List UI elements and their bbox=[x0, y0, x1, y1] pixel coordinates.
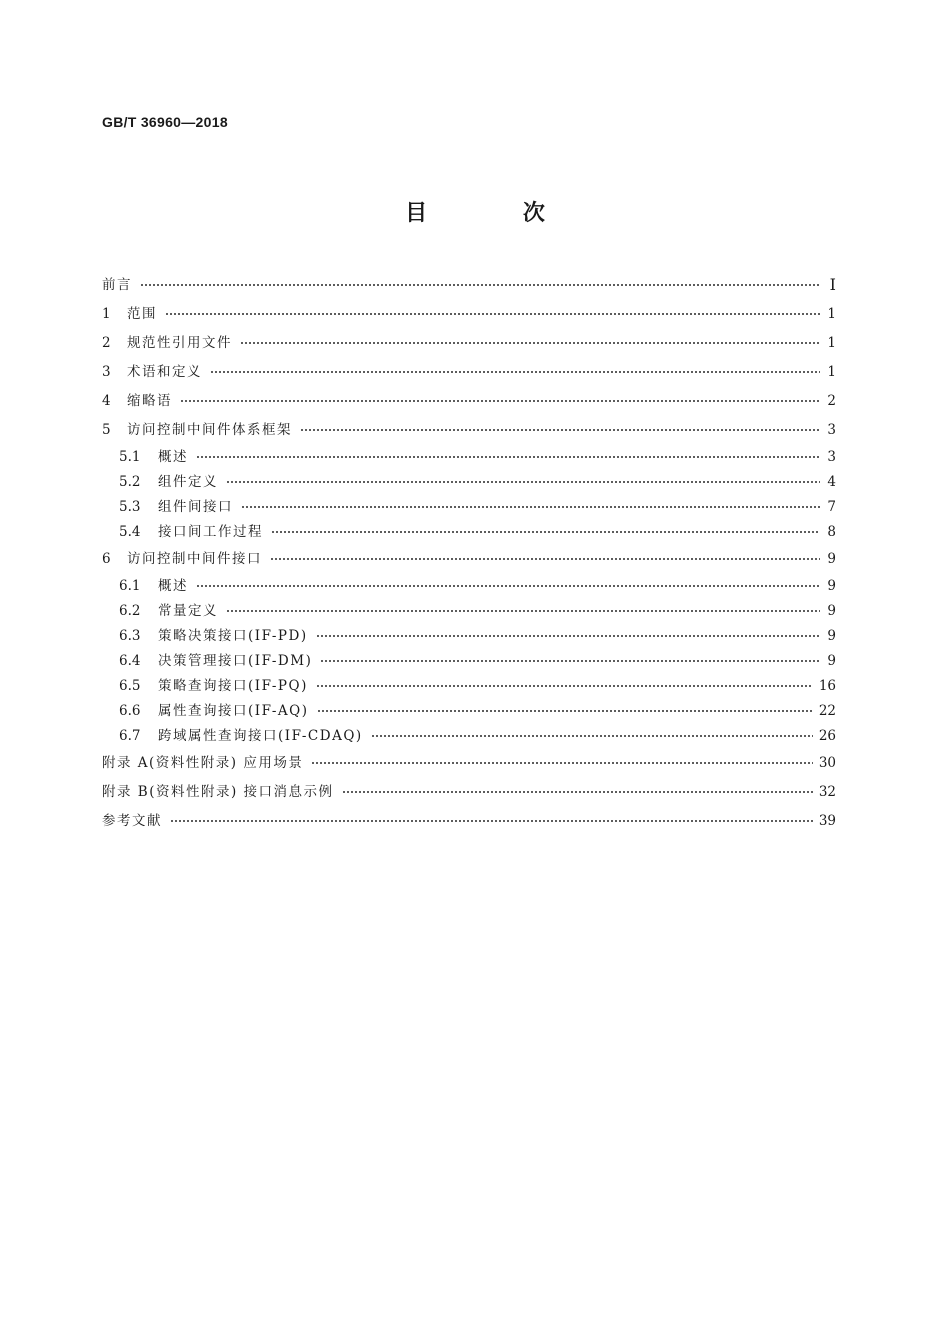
toc-entry-number: 5 bbox=[102, 421, 111, 438]
dot-leader bbox=[170, 816, 813, 826]
toc-entry[interactable] bbox=[102, 748, 836, 777]
toc-title: 目 次 bbox=[405, 201, 589, 226]
toc-entry-number: 6.7 bbox=[119, 727, 141, 744]
toc-entry[interactable] bbox=[102, 806, 836, 835]
toc-entry-label: 决策管理接口(IF-DM) bbox=[158, 652, 313, 669]
toc-entry-label: 概述 bbox=[158, 577, 188, 594]
toc-entry[interactable] bbox=[102, 623, 836, 648]
toc-entry-number: 6.6 bbox=[119, 702, 141, 719]
toc-entry-label: 附录 B(资料性附录) 接口消息示例 bbox=[102, 783, 334, 800]
toc-entry[interactable] bbox=[102, 519, 836, 544]
dot-leader bbox=[300, 425, 820, 435]
toc-entry-page: 22 bbox=[818, 702, 836, 719]
toc-entry-number: 4 bbox=[102, 392, 111, 409]
dot-leader bbox=[342, 787, 813, 797]
dot-leader bbox=[140, 280, 820, 290]
toc-entry-number: 5.2 bbox=[119, 473, 141, 490]
dot-leader bbox=[311, 758, 812, 768]
toc-entry[interactable] bbox=[102, 386, 836, 415]
toc-entry[interactable] bbox=[102, 598, 836, 623]
toc-entry-label: 跨域属性查询接口(IF-CDAQ) bbox=[158, 727, 363, 744]
toc-entry-label: 术语和定义 bbox=[127, 363, 202, 380]
toc-entry-label: 常量定义 bbox=[158, 602, 218, 619]
dot-leader bbox=[241, 502, 820, 512]
toc-entry-label: 组件定义 bbox=[158, 473, 218, 490]
toc-entry-number: 5.3 bbox=[119, 498, 141, 515]
toc-entry[interactable] bbox=[102, 648, 836, 673]
toc-entry-label: 组件间接口 bbox=[158, 498, 233, 515]
toc-entry-page: 30 bbox=[818, 754, 836, 771]
toc-entry-page: 1 bbox=[827, 334, 836, 351]
toc-entry-label: 概述 bbox=[158, 448, 188, 465]
toc-entry-page: 9 bbox=[827, 627, 836, 644]
toc-entry-page: 4 bbox=[827, 473, 836, 490]
dot-leader bbox=[196, 581, 820, 591]
toc-entry[interactable] bbox=[102, 469, 836, 494]
dot-leader bbox=[316, 681, 813, 691]
dot-leader bbox=[210, 367, 820, 377]
toc-entry-number: 6.2 bbox=[119, 602, 141, 619]
toc-entry-label: 缩略语 bbox=[127, 392, 172, 409]
dot-leader bbox=[165, 309, 820, 319]
toc-entry-label: 策略查询接口(IF-PQ) bbox=[158, 677, 308, 694]
dot-leader bbox=[240, 338, 820, 348]
toc-entry-number: 6.4 bbox=[119, 652, 141, 669]
toc-entry-page: 9 bbox=[827, 550, 836, 567]
toc-entry[interactable] bbox=[102, 573, 836, 598]
toc-entry-number: 5.4 bbox=[119, 523, 141, 540]
toc-entry-number: 5.1 bbox=[119, 448, 141, 465]
toc-entry-label: 策略决策接口(IF-PD) bbox=[158, 627, 308, 644]
toc-entry[interactable] bbox=[102, 270, 836, 299]
toc-entry-number: 6.5 bbox=[119, 677, 141, 694]
toc-entry-page: 1 bbox=[827, 305, 836, 322]
dot-leader bbox=[271, 527, 820, 537]
toc-entry-page: 39 bbox=[818, 812, 836, 829]
dot-leader bbox=[320, 656, 820, 666]
standard-code: GB/T 36960—2018 bbox=[102, 114, 228, 130]
toc-entry[interactable] bbox=[102, 299, 836, 328]
toc-entry[interactable] bbox=[102, 723, 836, 748]
dot-leader bbox=[317, 706, 813, 716]
toc-entry[interactable] bbox=[102, 415, 836, 444]
toc-entry-page: 9 bbox=[827, 652, 836, 669]
toc-entry-number: 1 bbox=[102, 305, 111, 322]
toc-entry-page: 1 bbox=[827, 363, 836, 380]
toc-entry-page: Ⅰ bbox=[829, 274, 836, 294]
toc-entry-label: 附录 A(资料性附录) 应用场景 bbox=[102, 754, 304, 771]
toc-entry[interactable] bbox=[102, 494, 836, 519]
toc-entry-label: 前言 bbox=[102, 276, 132, 293]
dot-leader bbox=[180, 396, 820, 406]
toc-entry-page: 9 bbox=[827, 602, 836, 619]
toc-entry[interactable] bbox=[102, 544, 836, 573]
toc-entry-number: 3 bbox=[102, 363, 111, 380]
toc-entry-page: 8 bbox=[827, 523, 836, 540]
toc-entry-page: 3 bbox=[827, 421, 836, 438]
toc-entry-label: 访问控制中间件体系框架 bbox=[127, 421, 292, 438]
toc-entry-number: 2 bbox=[102, 334, 111, 351]
toc-entry-page: 3 bbox=[827, 448, 836, 465]
toc-entry-page: 26 bbox=[818, 727, 836, 744]
toc-entry[interactable] bbox=[102, 698, 836, 723]
dot-leader bbox=[226, 477, 820, 487]
toc-entry-label: 接口间工作过程 bbox=[158, 523, 263, 540]
toc-entry-number: 6 bbox=[102, 550, 111, 567]
dot-leader bbox=[371, 731, 813, 741]
toc-entry-page: 2 bbox=[827, 392, 836, 409]
toc-entry-label: 范围 bbox=[127, 305, 157, 322]
toc-entry-number: 6.1 bbox=[119, 577, 141, 594]
toc-entry[interactable] bbox=[102, 444, 836, 469]
toc-entry-label: 参考文献 bbox=[102, 812, 162, 829]
table-of-contents bbox=[102, 270, 836, 835]
dot-leader bbox=[226, 606, 820, 616]
toc-entry[interactable] bbox=[102, 673, 836, 698]
toc-entry-page: 32 bbox=[818, 783, 836, 800]
toc-entry-label: 访问控制中间件接口 bbox=[127, 550, 262, 567]
toc-entry-page: 16 bbox=[818, 677, 836, 694]
toc-entry[interactable] bbox=[102, 328, 836, 357]
dot-leader bbox=[196, 452, 820, 462]
toc-entry[interactable] bbox=[102, 357, 836, 386]
toc-entry-page: 7 bbox=[827, 498, 836, 515]
toc-entry-label: 属性查询接口(IF-AQ) bbox=[158, 702, 309, 719]
toc-entry[interactable] bbox=[102, 777, 836, 806]
toc-entry-page: 9 bbox=[827, 577, 836, 594]
toc-entry-number: 6.3 bbox=[119, 627, 141, 644]
dot-leader bbox=[316, 631, 820, 641]
dot-leader bbox=[270, 554, 820, 564]
toc-entry-label: 规范性引用文件 bbox=[127, 334, 232, 351]
